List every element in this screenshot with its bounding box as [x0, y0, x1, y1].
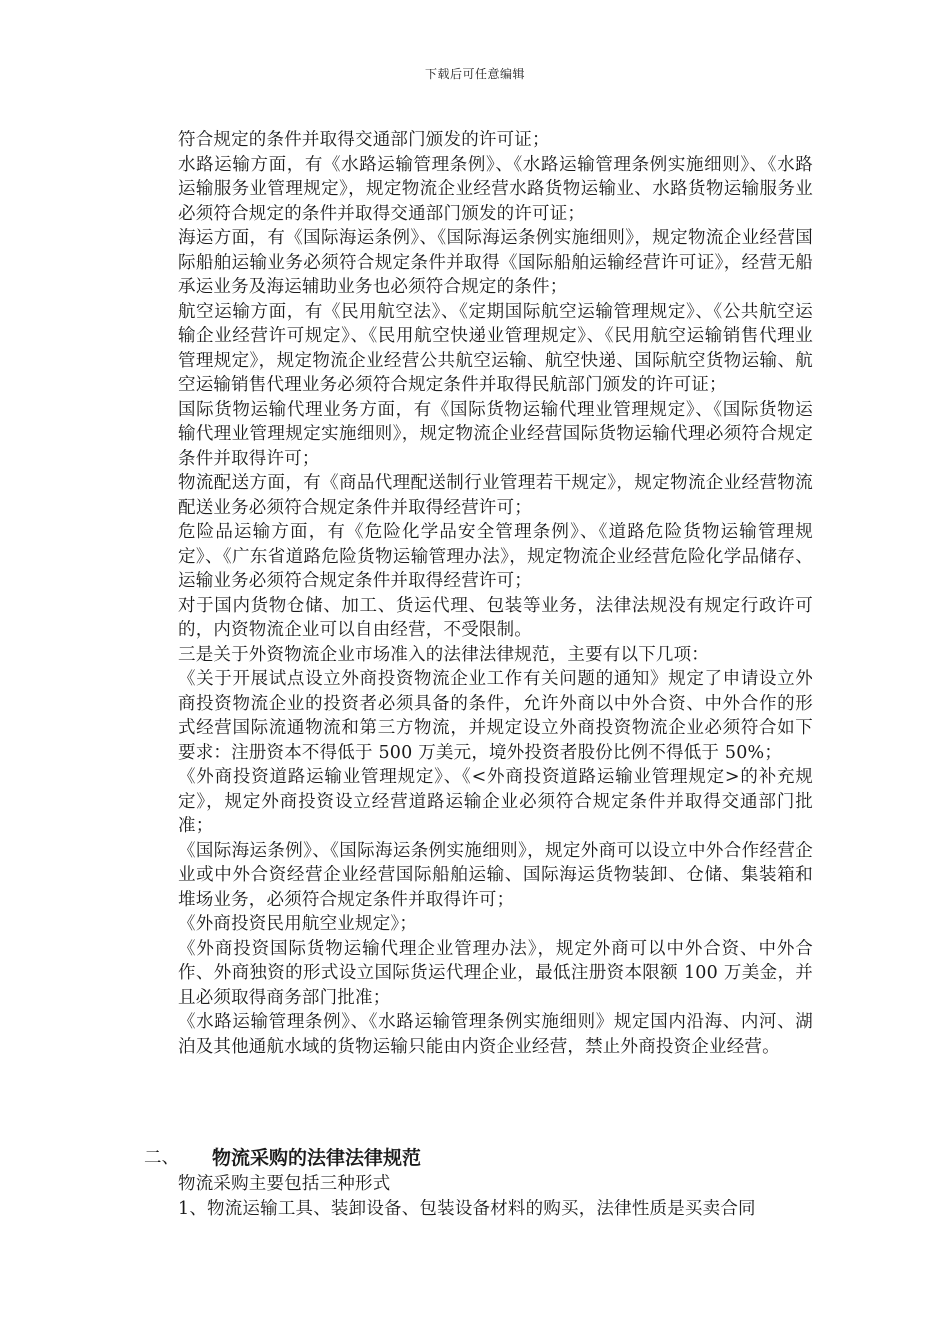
paragraph-waterway-restriction: 《水路运输管理条例》、《水路运输管理条例实施细则》规定国内沿海、内河、湖泊及其他通航水域的货物运输只能由内资企业经营，禁止外商投资企业经营。 — [178, 1012, 813, 1057]
paragraph-logistics-distribution: 物流配送方面，有《商品代理配送制行业管理若干规定》，规定物流企业经营物流配送业务必须符合规定条件并取得经营许可； — [178, 473, 813, 518]
paragraph-freight-forwarding: 国际货物运输代理业务方面，有《国际货物运输代理业管理规定》、《国际货物运输代理业管理规定实施细则》，规定物流企业经营国际货物运输代理必须符合规定条件并取得许可； — [178, 399, 813, 469]
paragraph-waterway-transport: 水路运输方面，有《水路运输管理条例》、《水路运输管理条例实施细则》、《水路运输服务业管理规定》，规定物流企业经营水路货物运输业、水路货物运输服务业必须符合规定的条件并取得交通部门颁发的许可证； — [178, 154, 813, 224]
paragraph-foreign-freight-forwarding: 《外商投资国际货物运输代理企业管理办法》，规定外商可以中外合资、中外合作、外商独资的形式设立国际货运代理企业，最低注册资本限额 100 万美金，并且必须取得商务部门批准； — [178, 938, 813, 1008]
document-body — [178, 128, 813, 1059]
paragraph-foreign-road-transport: 《外商投资道路运输业管理规定》、《<外商投资道路运输业管理规定>的补充规定》，规定外商投资设立经营道路运输企业必须符合规定条件并取得交通部门批准； — [178, 767, 813, 836]
paragraph-foreign-pilot-notice: 《关于开展试点设立外商投资物流企业工作有关问题的通知》规定了申请设立外商投资物流企业的投资者必须具备的条件，允许外商以中外合资、中外合作的形式经营国际流通物流和第三方物流，并规定设立外商投资物流企业必须符合如下要求：注册资本不得低于 500 万美元，境外投资者股份比例不得低于 50%； — [178, 669, 813, 763]
section-heading — [144, 1144, 814, 1172]
paragraph-maritime-transport: 海运方面，有《国际海运条例》、《国际海运条例实施细则》，规定物流企业经营国际船舶运输业务必须符合规定条件并取得《国际船舶运输经营许可证》，经营无船承运业务及海运辅助业务也必须符合规定的条件； — [178, 228, 813, 297]
paragraph-foreign-maritime: 《国际海运条例》、《国际海运条例实施细则》，规定外商可以设立中外合作经营企业或中外合资经营企业经营国际船舶运输、国际海运货物装卸、仓储、集装箱和堆场业务，必须符合规定条件并取得许可； — [178, 840, 813, 910]
paragraph-hazardous-goods: 危险品运输方面，有《危险化学品安全管理条例》、《道路危险货物运输管理规定》、《广东省道路危险货物运输管理办法》，规定物流企业经营危险化学品储存、运输业务必须符合规定条件并取得经营许可； — [178, 522, 813, 591]
paragraph-foreign-access-intro: 三是关于外资物流企业市场准入的法律法律规范，主要有以下几项： — [178, 644, 709, 665]
section-body — [178, 1172, 813, 1221]
paragraph-domestic-free-business: 对于国内货物仓储、加工、货运代理、包装等业务，法律法规没有规定行政许可的，内资物流企业可以自由经营，不受限制。 — [178, 595, 813, 640]
paragraph-procurement-item-1: 1、物流运输工具、装卸设备、包装设备材料的购买，法律性质是买卖合同 — [178, 1198, 756, 1219]
section-number: 二、 — [144, 1148, 179, 1168]
paragraph-licensing-conditions: 符合规定的条件并取得交通部门颁发的许可证； — [178, 130, 550, 150]
page-header-note: 下载后可任意编辑 — [424, 67, 525, 81]
paragraph-foreign-aviation: 《外商投资民用航空业规定》； — [178, 914, 418, 934]
paragraph-procurement-forms: 物流采购主要包括三种形式 — [178, 1174, 391, 1194]
paragraph-air-transport: 航空运输方面，有《民用航空法》、《定期国际航空运输管理规定》、《公共航空运输企业经营许可规定》、《民用航空快递业管理规定》、《民用航空运输销售代理业管理规定》，规定物流企业经营公共航空运输、航空快递、国际航空货物运输、航空运输销售代理业务必须符合规定条件并取得民航部门颁发的许可证； — [178, 301, 813, 395]
section-title: 物流采购的法律法律规范 — [212, 1147, 422, 1169]
